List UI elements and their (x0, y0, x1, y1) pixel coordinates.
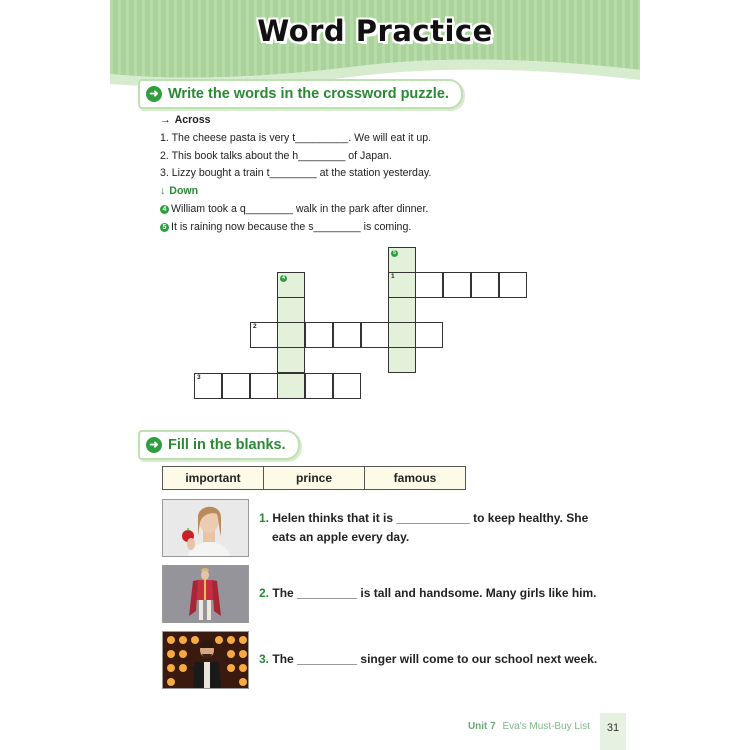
section-heading-label: Fill in the blanks. (168, 437, 286, 453)
woman-apple-image (163, 500, 248, 556)
question-text: The _________ is tall and handsome. Many girls like him. (272, 586, 597, 600)
crossword-cell[interactable] (277, 297, 305, 323)
arrow-right-circle-icon: ➜ (146, 437, 162, 453)
cell-number-down-5: 5 (391, 250, 398, 257)
unit-title: Eva's Must-Buy List (502, 721, 590, 732)
cell-number-across-2: 2 (253, 323, 257, 330)
cell-number-across-3: 3 (197, 374, 201, 381)
section-heading-crossword (138, 79, 463, 109)
down-clue-text: William took a q________ walk in the park after dinner. (171, 202, 429, 215)
clue-number-badge: 4 (160, 205, 169, 214)
crossword-cell[interactable] (305, 322, 333, 348)
clue-number-badge: 5 (160, 223, 169, 232)
prince-image (163, 566, 248, 622)
crossword-cell[interactable] (277, 347, 305, 373)
section-heading-fill-blanks (138, 430, 300, 460)
crossword-cell[interactable] (333, 373, 361, 399)
crossword-cell[interactable] (361, 322, 389, 348)
crossword-cell[interactable] (194, 373, 222, 399)
crossword-cell[interactable] (277, 322, 305, 348)
crossword-cell[interactable] (388, 272, 416, 298)
page-number: 31 (600, 713, 626, 750)
cell-number-down-4: 4 (280, 275, 287, 282)
across-heading-label: Across (174, 114, 211, 126)
question-number: 1. (259, 511, 270, 525)
crossword-cell[interactable] (222, 373, 250, 399)
down-heading (160, 183, 431, 201)
down-heading-label: Down (169, 185, 199, 198)
across-clue-3: 3. Lizzy bought a train t________ at the station yesterday. (160, 167, 432, 180)
crossword-cell[interactable] (443, 272, 471, 298)
crossword-cell[interactable] (277, 272, 305, 298)
question-text-continued: eats an apple every day. (272, 530, 410, 544)
crossword-cell[interactable] (415, 272, 443, 298)
down-clue-4 (160, 201, 431, 219)
crossword-cell[interactable] (250, 373, 278, 399)
photo-prince-costume (162, 565, 249, 623)
singer-image (163, 632, 248, 688)
cell-number-across-1: 1 (391, 273, 395, 280)
crossword-cell[interactable] (499, 272, 527, 298)
page-title: Word Practice (257, 14, 493, 48)
crossword-cell[interactable] (471, 272, 499, 298)
crossword-cell[interactable] (250, 322, 278, 348)
down-clue-text: It is raining now because the s________ is coming. (171, 220, 412, 233)
across-clue-1: 1. The cheese pasta is very t_________. We will eat it up. (160, 131, 432, 144)
workbook-page (110, 0, 640, 750)
question-3 (259, 650, 597, 669)
question-1 (259, 509, 588, 547)
arrow-right-circle-icon: ➜ (146, 86, 162, 102)
crossword-cell[interactable] (388, 297, 416, 323)
section-heading-label: Write the words in the crossword puzzle. (168, 86, 449, 102)
crossword-cell[interactable] (305, 373, 333, 399)
down-clue-5 (160, 219, 431, 237)
across-heading (160, 112, 431, 130)
crossword-cell[interactable] (388, 347, 416, 373)
crossword-cell[interactable] (388, 247, 416, 273)
word-bank-item: prince (264, 467, 365, 489)
arrow-right-icon: → (160, 114, 171, 126)
question-2 (259, 584, 597, 603)
crossword-cell[interactable] (388, 322, 416, 348)
crossword-cell[interactable] (333, 322, 361, 348)
question-text: Helen thinks that it is ___________ to keep healthy. She (272, 511, 589, 525)
across-clue-2: 2. This book talks about the h________ of Japan. (160, 149, 392, 162)
question-number: 2. (259, 586, 270, 600)
crossword-cell[interactable] (277, 373, 305, 399)
unit-label (468, 721, 590, 732)
page-header (110, 0, 640, 86)
word-bank-item: famous (393, 471, 437, 485)
crossword-clues (160, 112, 431, 237)
crossword-cell[interactable] (415, 322, 443, 348)
word-bank-item: important (163, 467, 264, 489)
arrow-down-icon: ↓ (160, 185, 166, 198)
question-number: 3. (259, 652, 270, 666)
page-footer (110, 713, 640, 750)
question-text: The _________ singer will come to our school next week. (272, 652, 598, 666)
photo-singer-on-stage (162, 631, 249, 689)
unit-number: Unit 7 (467, 721, 496, 732)
photo-woman-with-apple (162, 499, 249, 557)
word-bank (162, 466, 466, 490)
